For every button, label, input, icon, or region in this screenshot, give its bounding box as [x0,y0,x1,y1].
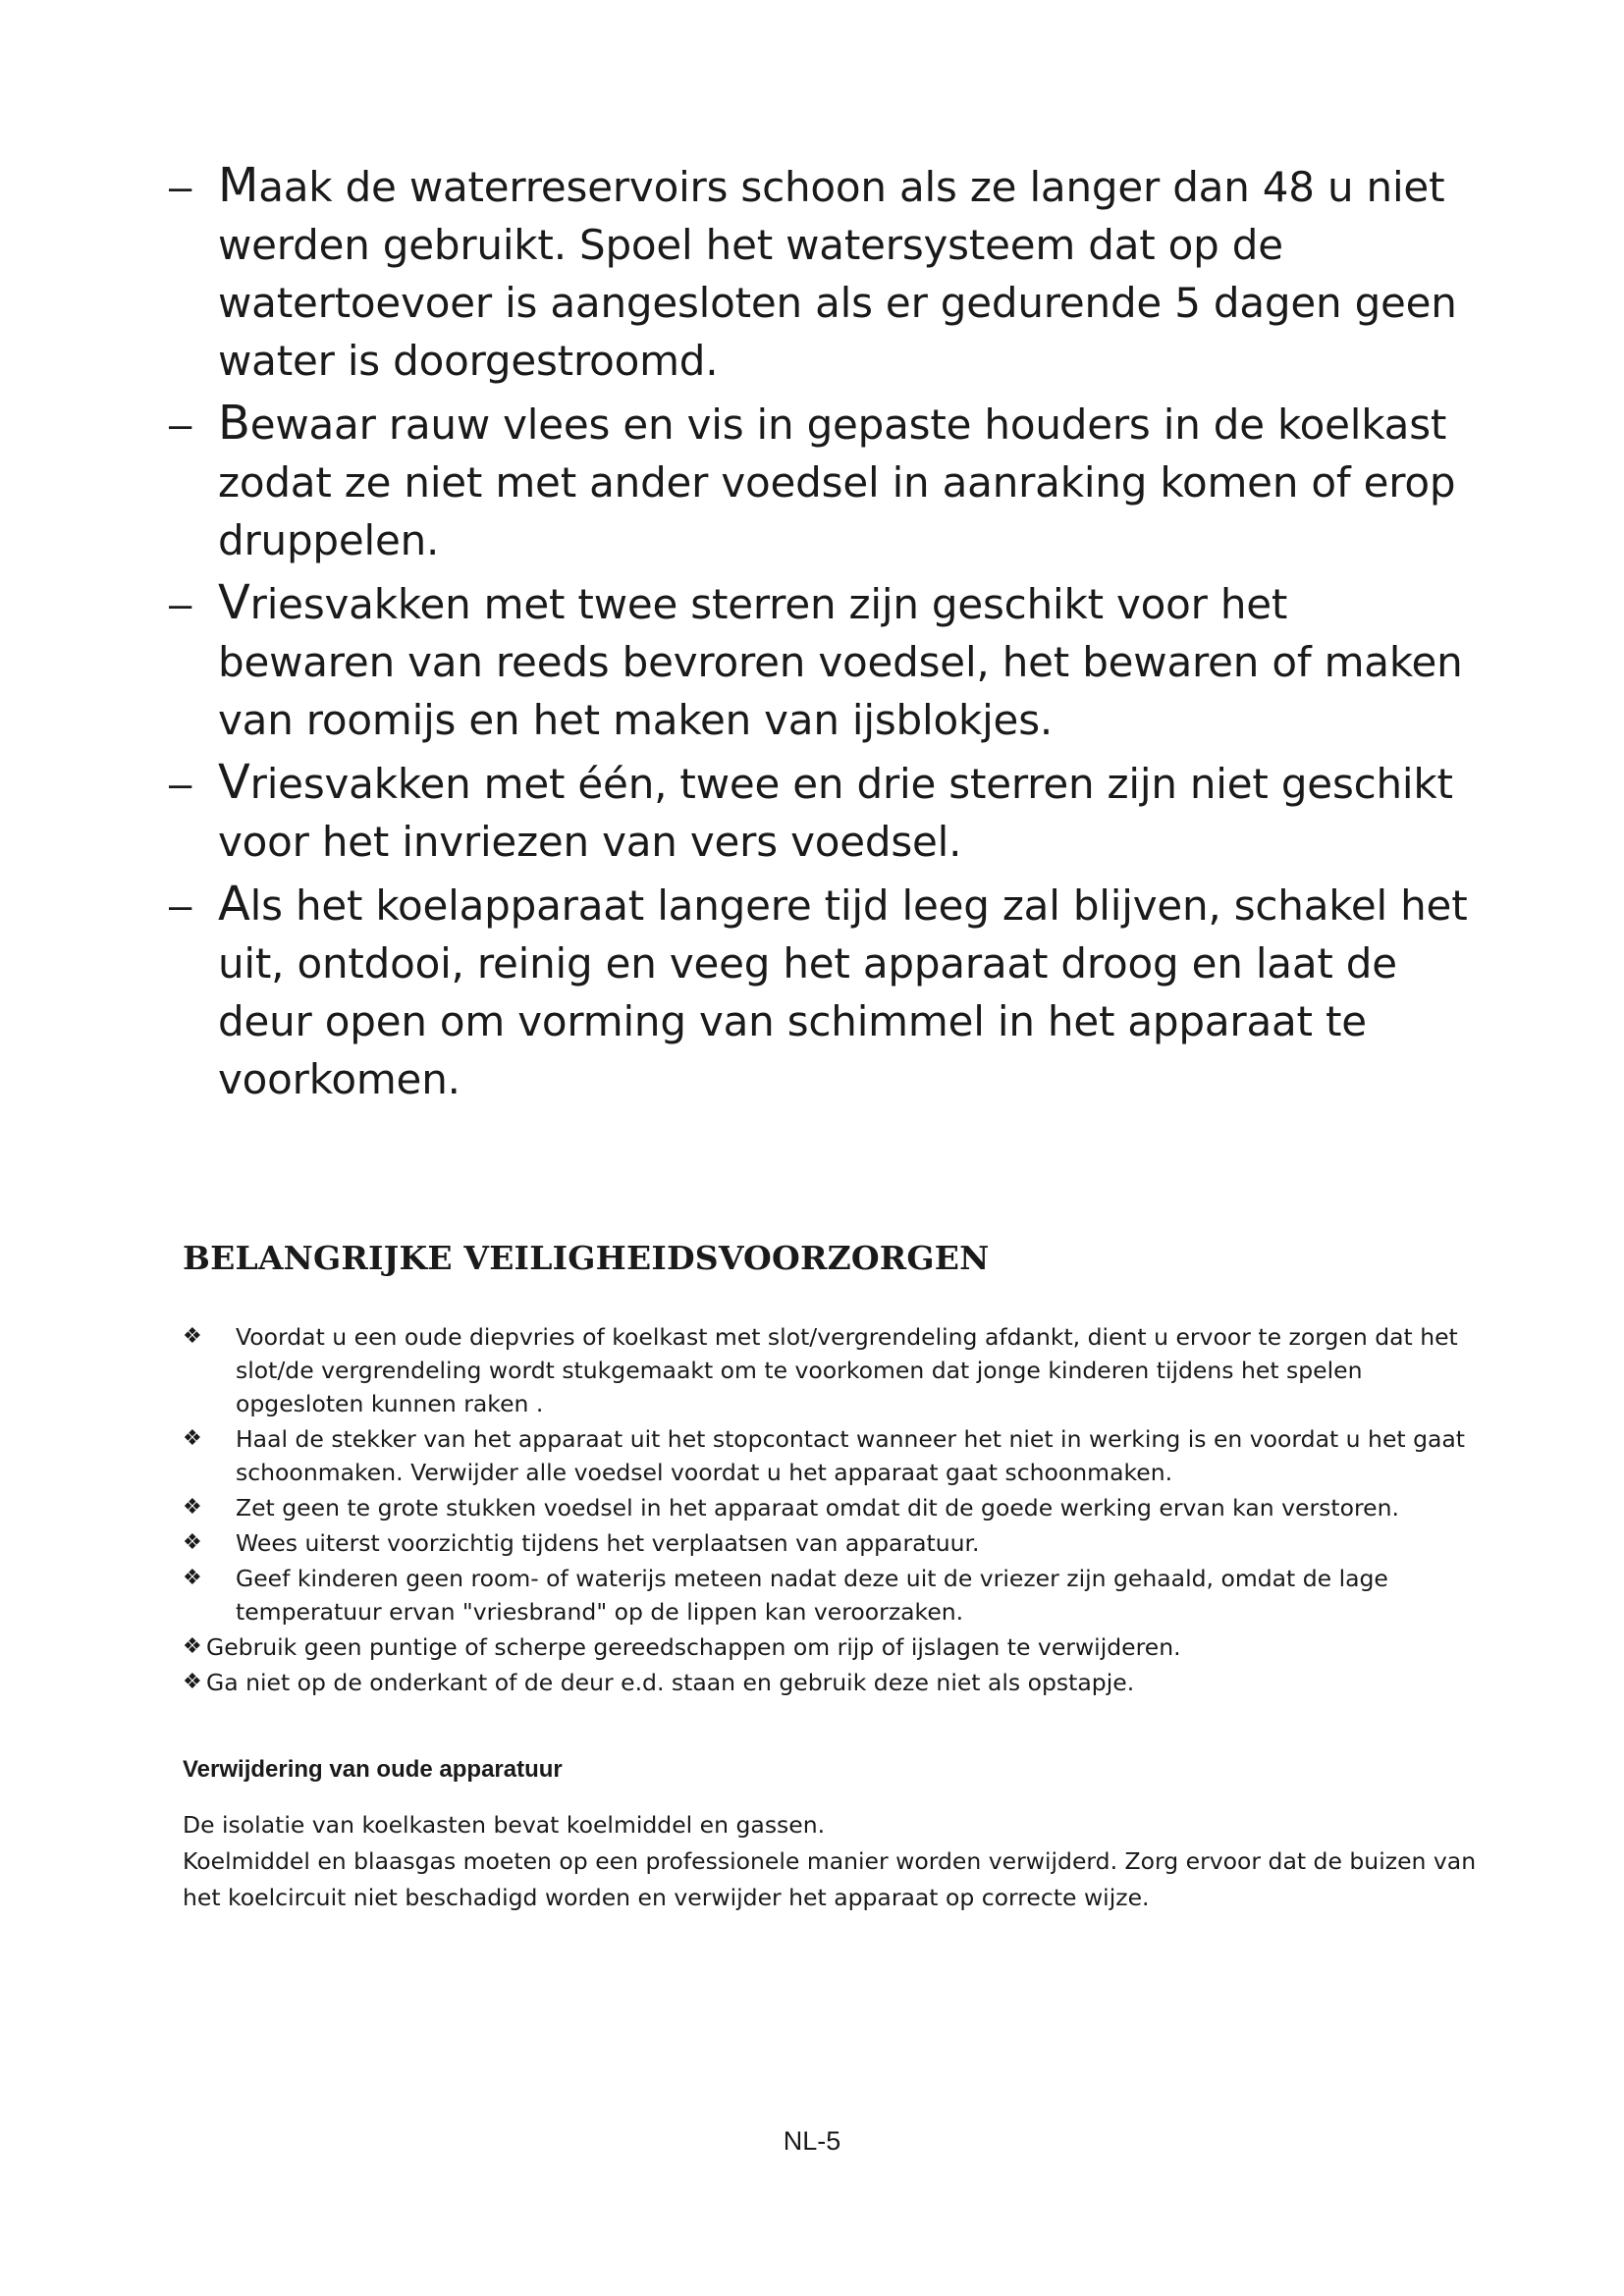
instruction-lead-letter: V [218,755,250,810]
safety-item [183,1630,1479,1664]
safety-item [183,1562,1479,1629]
disposal-line-2: Koelmiddel en blaasgas moeten op een professionele manier worden verwijderd. Zorg ervoor dat de buizen van het koelcircuit niet beschadigd worden en verwijder het apparaat op correcte wijze. [183,1847,1477,1911]
dash-marker: – [169,163,192,209]
instruction-lead-letter: B [218,396,250,451]
disposal-line-1: De isolatie van koelkasten bevat koelmiddel en gassen. [183,1811,826,1839]
safety-list [183,1320,1479,1699]
dash-marker: – [169,760,192,806]
instruction-text: ls het koelapparaat langere tijd leeg zal blijven, schakel het uit, ontdooi, reinig en veeg het apparaat droog en laat de deur open om vorming van schimmel in het apparaat te voorkomen. [218,881,1468,1103]
diamond-bullet-icon: ❖ [183,1426,202,1451]
disposal-heading: Verwijdering van oude apparatuur [183,1756,563,1783]
safety-item-text: Wees uiterst voorzichtig tijdens het verplaatsen van apparatuur. [236,1529,980,1557]
instruction-text: riesvakken met twee sterren zijn geschikt voor het bewaren van reeds bevroren voedsel, het bewaren of maken van roomijs en het maken van ijsblokjes. [218,580,1463,744]
safety-item-text: Geef kinderen geen room- of waterijs meteen nadat deze uit de vriezer zijn gehaald, omdat de lage temperatuur ervan "vriesbrand" op de lippen kan veroorzaken. [236,1565,1388,1626]
diamond-bullet-icon: ❖ [183,1324,202,1349]
safety-item [183,1320,1479,1420]
diamond-bullet-icon: ❖ [183,1634,202,1659]
safety-item [183,1666,1479,1699]
instruction-lead-letter: V [218,575,250,630]
safety-item [183,1491,1479,1524]
safety-item-text: Zet geen te grote stukken voedsel in het apparaat omdat dit de goede werking ervan kan verstoren. [236,1494,1399,1522]
safety-item-text: Voordat u een oude diepvries of koelkast met slot/vergrendeling afdankt, dient u ervoor te zorgen dat het slot/de vergrendeling wordt stukgemaakt om te voorkomen dat jonge kinderen tijdens het spelen opgesloten kunnen raken . [236,1323,1458,1417]
safety-heading: BELANGRIJKE VEILIGHEIDSVOORZORGEN [183,1239,990,1277]
safety-item-text: Gebruik geen puntige of scherpe gereedschappen om rijp of ijslagen te verwijderen. [206,1633,1181,1661]
safety-item [183,1422,1479,1489]
dash-marker: – [169,400,192,447]
instruction-lead-letter: A [218,877,250,932]
instruction-text: riesvakken met één, twee en drie sterren zijn niet geschikt voor het invriezen van vers voedsel. [218,760,1453,866]
instruction-text: aak de waterreservoirs schoon als ze langer dan 48 u niet werden gebruikt. Spoel het watersysteem dat op de watertoevoer is aangesloten als er gedurende 5 dagen geen water is doorgestroomd. [218,163,1457,385]
dash-marker: – [169,580,192,626]
instruction-item [157,754,1473,871]
instruction-lead-letter: M [218,158,259,213]
instruction-item [157,574,1473,749]
diamond-bullet-icon: ❖ [183,1495,202,1520]
diamond-bullet-icon: ❖ [183,1530,202,1555]
safety-section [183,1239,1479,1916]
instruction-item [157,157,1473,390]
dash-marker: – [169,881,192,928]
instruction-item [157,876,1473,1108]
diamond-bullet-icon: ❖ [183,1670,202,1694]
safety-item-text: Ga niet op de onderkant of de deur e.d. staan en gebruik deze niet als opstapje. [206,1669,1135,1696]
instruction-text: ewaar rauw vlees en vis in gepaste houders in de koelkast zodat ze niet met ander voedsel in aanraking komen of erop druppelen. [218,400,1456,564]
safety-item-text: Haal de stekker van het apparaat uit het stopcontact wanneer het niet in werking is en voordat u het gaat schoonmaken. Verwijder alle voedsel voordat u het apparaat gaat schoonmaken. [236,1425,1466,1486]
diamond-bullet-icon: ❖ [183,1566,202,1590]
safety-item [183,1526,1479,1560]
instruction-item [157,395,1473,569]
instruction-list [157,157,1473,1113]
page-number: NL-5 [783,2126,841,2156]
